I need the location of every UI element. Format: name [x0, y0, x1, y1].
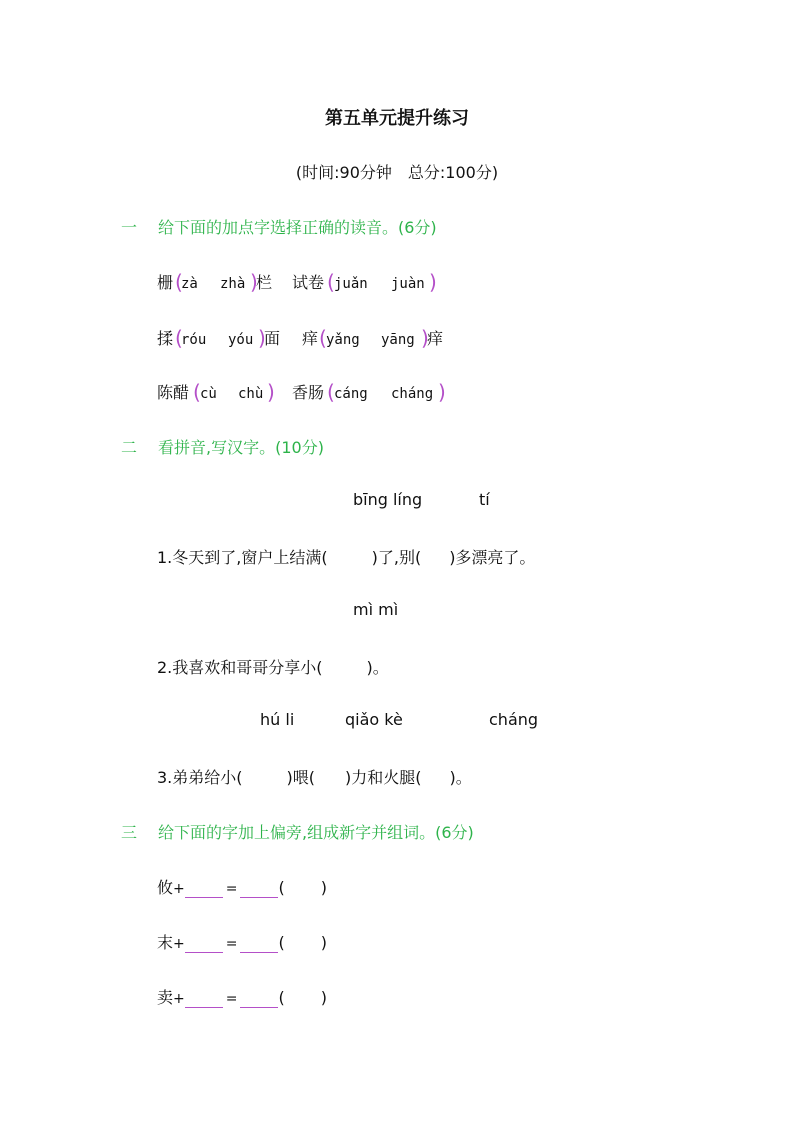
left-paren: (: [278, 988, 285, 1007]
question-text: 我喜欢和哥哥分享小(: [172, 658, 323, 677]
answer-blank[interactable]: [185, 881, 223, 898]
left-paren: (: [278, 878, 285, 897]
plus-sign: +: [173, 991, 185, 1007]
s1-row2-a-tail: 面: [264, 329, 281, 348]
right-paren: ): [250, 270, 258, 294]
section-3-heading: [121, 820, 721, 842]
section-instruction: 给下面的字加上偏旁,组成新字并组词。(6分): [158, 823, 474, 842]
pinyin-option: juàn: [391, 276, 425, 292]
answer-blank[interactable]: [240, 991, 278, 1008]
left-paren: (: [319, 326, 327, 350]
plus-sign: +: [173, 881, 185, 897]
s1-row2-b-tail: 痒: [427, 329, 444, 348]
question-text: )。: [449, 768, 472, 787]
question-text: )喂(: [286, 768, 316, 787]
plus-sign: +: [173, 936, 185, 952]
question-text: )多漂亮了。: [449, 548, 536, 567]
answer-blank[interactable]: [240, 936, 278, 953]
answer-blank[interactable]: [185, 936, 223, 953]
s1-row1-b-word: 试卷: [292, 273, 325, 292]
question-3: [157, 765, 472, 788]
question-text: )力和火腿(: [345, 768, 422, 787]
right-paren: ): [267, 380, 275, 404]
equals-sign: =: [225, 881, 238, 897]
question-text: 冬天到了,窗户上结满(: [172, 548, 328, 567]
base-char: 卖: [157, 988, 174, 1007]
pinyin-option: zà: [181, 276, 198, 292]
radical-item: [157, 985, 327, 1008]
pinyin-option: cáng: [334, 386, 368, 402]
section-instruction: 看拼音,写汉字。(10分): [158, 438, 324, 457]
section-1-heading: [121, 215, 721, 237]
right-paren: ): [429, 270, 437, 294]
s1-row1-a-word: 栅: [157, 273, 174, 292]
question-2: [157, 655, 389, 678]
right-paren: ): [258, 326, 266, 350]
question-text: 弟弟给小(: [172, 768, 243, 787]
section-number: 二: [121, 438, 138, 457]
left-paren: (: [278, 933, 285, 952]
right-paren: ): [320, 933, 327, 952]
s1-row2-a-word: 揉: [157, 329, 174, 348]
pinyin-option: yǎng: [326, 332, 360, 348]
equals-sign: =: [225, 936, 238, 952]
pinyin-prompt: qiǎo kè: [345, 710, 403, 729]
pinyin-option: cháng: [391, 386, 434, 402]
s1-row1-a-tail: 栏: [256, 273, 273, 292]
left-paren: (: [175, 270, 183, 294]
pinyin-option: zhà: [220, 276, 246, 292]
base-char: 攸: [157, 878, 174, 897]
question-text: )。: [366, 658, 389, 677]
pinyin-option: cù: [200, 386, 217, 402]
left-paren: (: [327, 380, 335, 404]
pinyin-option: róu: [181, 332, 207, 348]
question-text: )了,别(: [371, 548, 422, 567]
left-paren: (: [327, 270, 335, 294]
pinyin-prompt: mì mì: [353, 600, 399, 619]
answer-blank[interactable]: [240, 881, 278, 898]
question-1: [157, 545, 535, 568]
right-paren: ): [438, 380, 446, 404]
s1-row3-a-word: 陈醋: [157, 383, 190, 402]
right-paren: ): [421, 326, 429, 350]
answer-blank[interactable]: [185, 991, 223, 1008]
section-2-heading: [121, 435, 721, 457]
left-paren: (: [193, 380, 201, 404]
question-number: 2.: [157, 658, 173, 677]
pinyin-prompt: tí: [479, 490, 490, 509]
question-number: 3.: [157, 768, 173, 787]
equals-sign: =: [225, 991, 238, 1007]
pinyin-prompt: bīng líng: [353, 490, 423, 509]
section-number: 一: [121, 218, 138, 237]
section-instruction: 给下面的加点字选择正确的读音。(6分): [158, 218, 437, 237]
page-subtitle: (时间:90分钟 总分:100分): [295, 163, 499, 182]
left-paren: (: [175, 326, 183, 350]
s1-row3-b-word: 香肠: [292, 383, 325, 402]
pinyin-option: yāng: [381, 332, 415, 348]
radical-item: [157, 875, 327, 898]
right-paren: ): [320, 878, 327, 897]
question-number: 1.: [157, 548, 173, 567]
pinyin-prompt: cháng: [489, 710, 539, 729]
pinyin-option: yóu: [228, 332, 254, 348]
pinyin-option: chù: [238, 386, 264, 402]
section-number: 三: [121, 823, 138, 842]
radical-item: [157, 930, 327, 953]
pinyin-prompt: hú li: [260, 710, 295, 729]
base-char: 末: [157, 933, 174, 952]
pinyin-option: juǎn: [334, 276, 368, 292]
right-paren: ): [320, 988, 327, 1007]
page-title: 第五单元提升练习: [325, 108, 469, 129]
s1-row2-b-word: 痒: [302, 329, 319, 348]
